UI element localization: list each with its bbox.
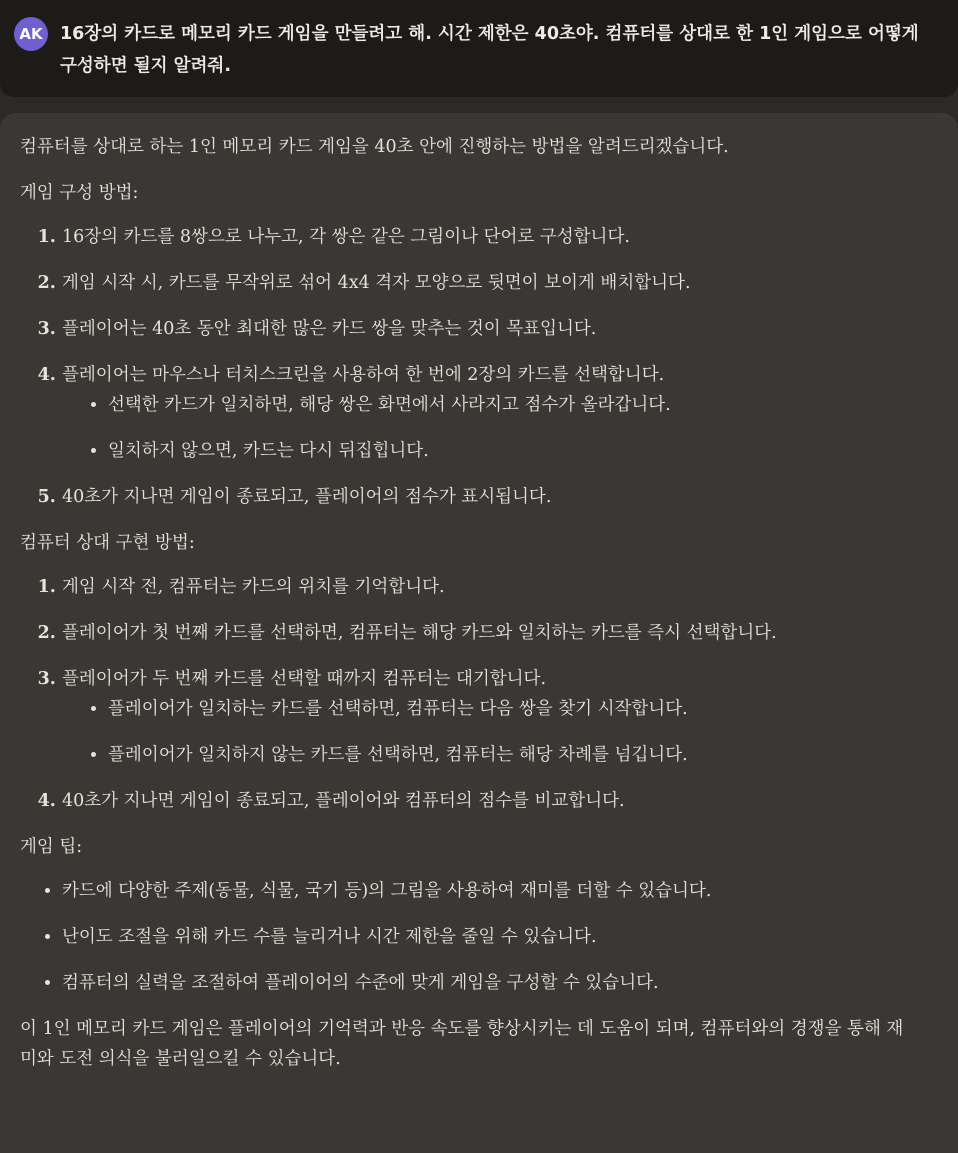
list-item [108, 436, 918, 466]
game-setup-list [20, 222, 918, 512]
user-message-text: 16장의 카드로 메모리 카드 게임을 만들려고 해. 시간 제한은 40초야. 컴퓨터를 상대로 한 1인 게임으로 어떻게 구성하면 될지 알려줘. [60, 24, 919, 76]
computer-opponent-heading: 컴퓨터 상대 구현 방법: [20, 533, 195, 553]
list-item [62, 482, 918, 512]
game-setup-step-4: 플레이어는 마우스나 터치스크린을 사용하여 한 번에 2장의 카드를 선택합니다. [62, 365, 665, 385]
list-item [62, 618, 918, 648]
computer-step-2: 플레이어가 첫 번째 카드를 선택하면, 컴퓨터는 해당 카드와 일치하는 카드를 즉시 선택합니다. [62, 623, 777, 643]
game-setup-step-4-bullets [62, 390, 918, 466]
game-setup-step-1: 16장의 카드를 8쌍으로 나누고, 각 쌍은 같은 그림이나 단어로 구성합니다. [62, 227, 630, 247]
list-item [62, 922, 918, 952]
list-item [62, 664, 918, 770]
list-item [62, 572, 918, 602]
list-item [62, 314, 918, 344]
tip-3: 컴퓨터의 실력을 조절하여 플레이어의 수준에 맞게 게임을 구성할 수 있습니다. [62, 973, 659, 993]
list-item [62, 268, 918, 298]
computer-opponent-list [20, 572, 918, 816]
tips-heading: 게임 팁: [20, 837, 83, 857]
computer-step-3-bullet-2: 플레이어가 일치하지 않는 카드를 선택하면, 컴퓨터는 해당 차례를 넘깁니다. [108, 745, 688, 765]
game-setup-step-4-bullet-2: 일치하지 않으면, 카드는 다시 뒤집힙니다. [108, 441, 429, 461]
list-item [108, 740, 918, 770]
list-item [62, 876, 918, 906]
assistant-intro: 컴퓨터를 상대로 하는 1인 메모리 카드 게임을 40초 안에 진행하는 방법을 알려드리겠습니다. [20, 137, 729, 157]
tips-list [20, 876, 918, 998]
list-item [108, 390, 918, 420]
computer-step-4: 40초가 지나면 게임이 종료되고, 플레이어와 컴퓨터의 점수를 비교합니다. [62, 791, 625, 811]
game-setup-heading: 게임 구성 방법: [20, 183, 139, 203]
assistant-message [0, 113, 958, 1153]
list-item [62, 222, 918, 252]
list-item [108, 694, 918, 724]
list-item [62, 786, 918, 816]
game-setup-step-5: 40초가 지나면 게임이 종료되고, 플레이어의 점수가 표시됩니다. [62, 487, 552, 507]
user-avatar: AK [14, 17, 48, 51]
game-setup-step-4-bullet-1: 선택한 카드가 일치하면, 해당 쌍은 화면에서 사라지고 점수가 올라갑니다. [108, 395, 671, 415]
list-item [62, 360, 918, 466]
list-item [62, 968, 918, 998]
assistant-closing: 이 1인 메모리 카드 게임은 플레이어의 기억력과 반응 속도를 향상시키는 데 도움이 되며, 컴퓨터와의 경쟁을 통해 재미와 도전 의식을 불러일으킬 수 있습니다. [20, 1019, 904, 1069]
computer-step-1: 게임 시작 전, 컴퓨터는 카드의 위치를 기억합니다. [62, 577, 445, 597]
user-message [0, 0, 958, 97]
tip-1: 카드에 다양한 주제(동물, 식물, 국기 등)의 그림을 사용하여 재미를 더할 수 있습니다. [62, 881, 712, 901]
game-setup-step-3: 플레이어는 40초 동안 최대한 많은 카드 쌍을 맞추는 것이 목표입니다. [62, 319, 597, 339]
computer-step-3-bullet-1: 플레이어가 일치하는 카드를 선택하면, 컴퓨터는 다음 쌍을 찾기 시작합니다. [108, 699, 688, 719]
computer-step-3-bullets [62, 694, 918, 770]
computer-step-3: 플레이어가 두 번째 카드를 선택할 때까지 컴퓨터는 대기합니다. [62, 669, 547, 689]
tip-2: 난이도 조절을 위해 카드 수를 늘리거나 시간 제한을 줄일 수 있습니다. [62, 927, 597, 947]
game-setup-step-2: 게임 시작 시, 카드를 무작위로 섞어 4x4 격자 모양으로 뒷면이 보이게 배치합니다. [62, 273, 691, 293]
